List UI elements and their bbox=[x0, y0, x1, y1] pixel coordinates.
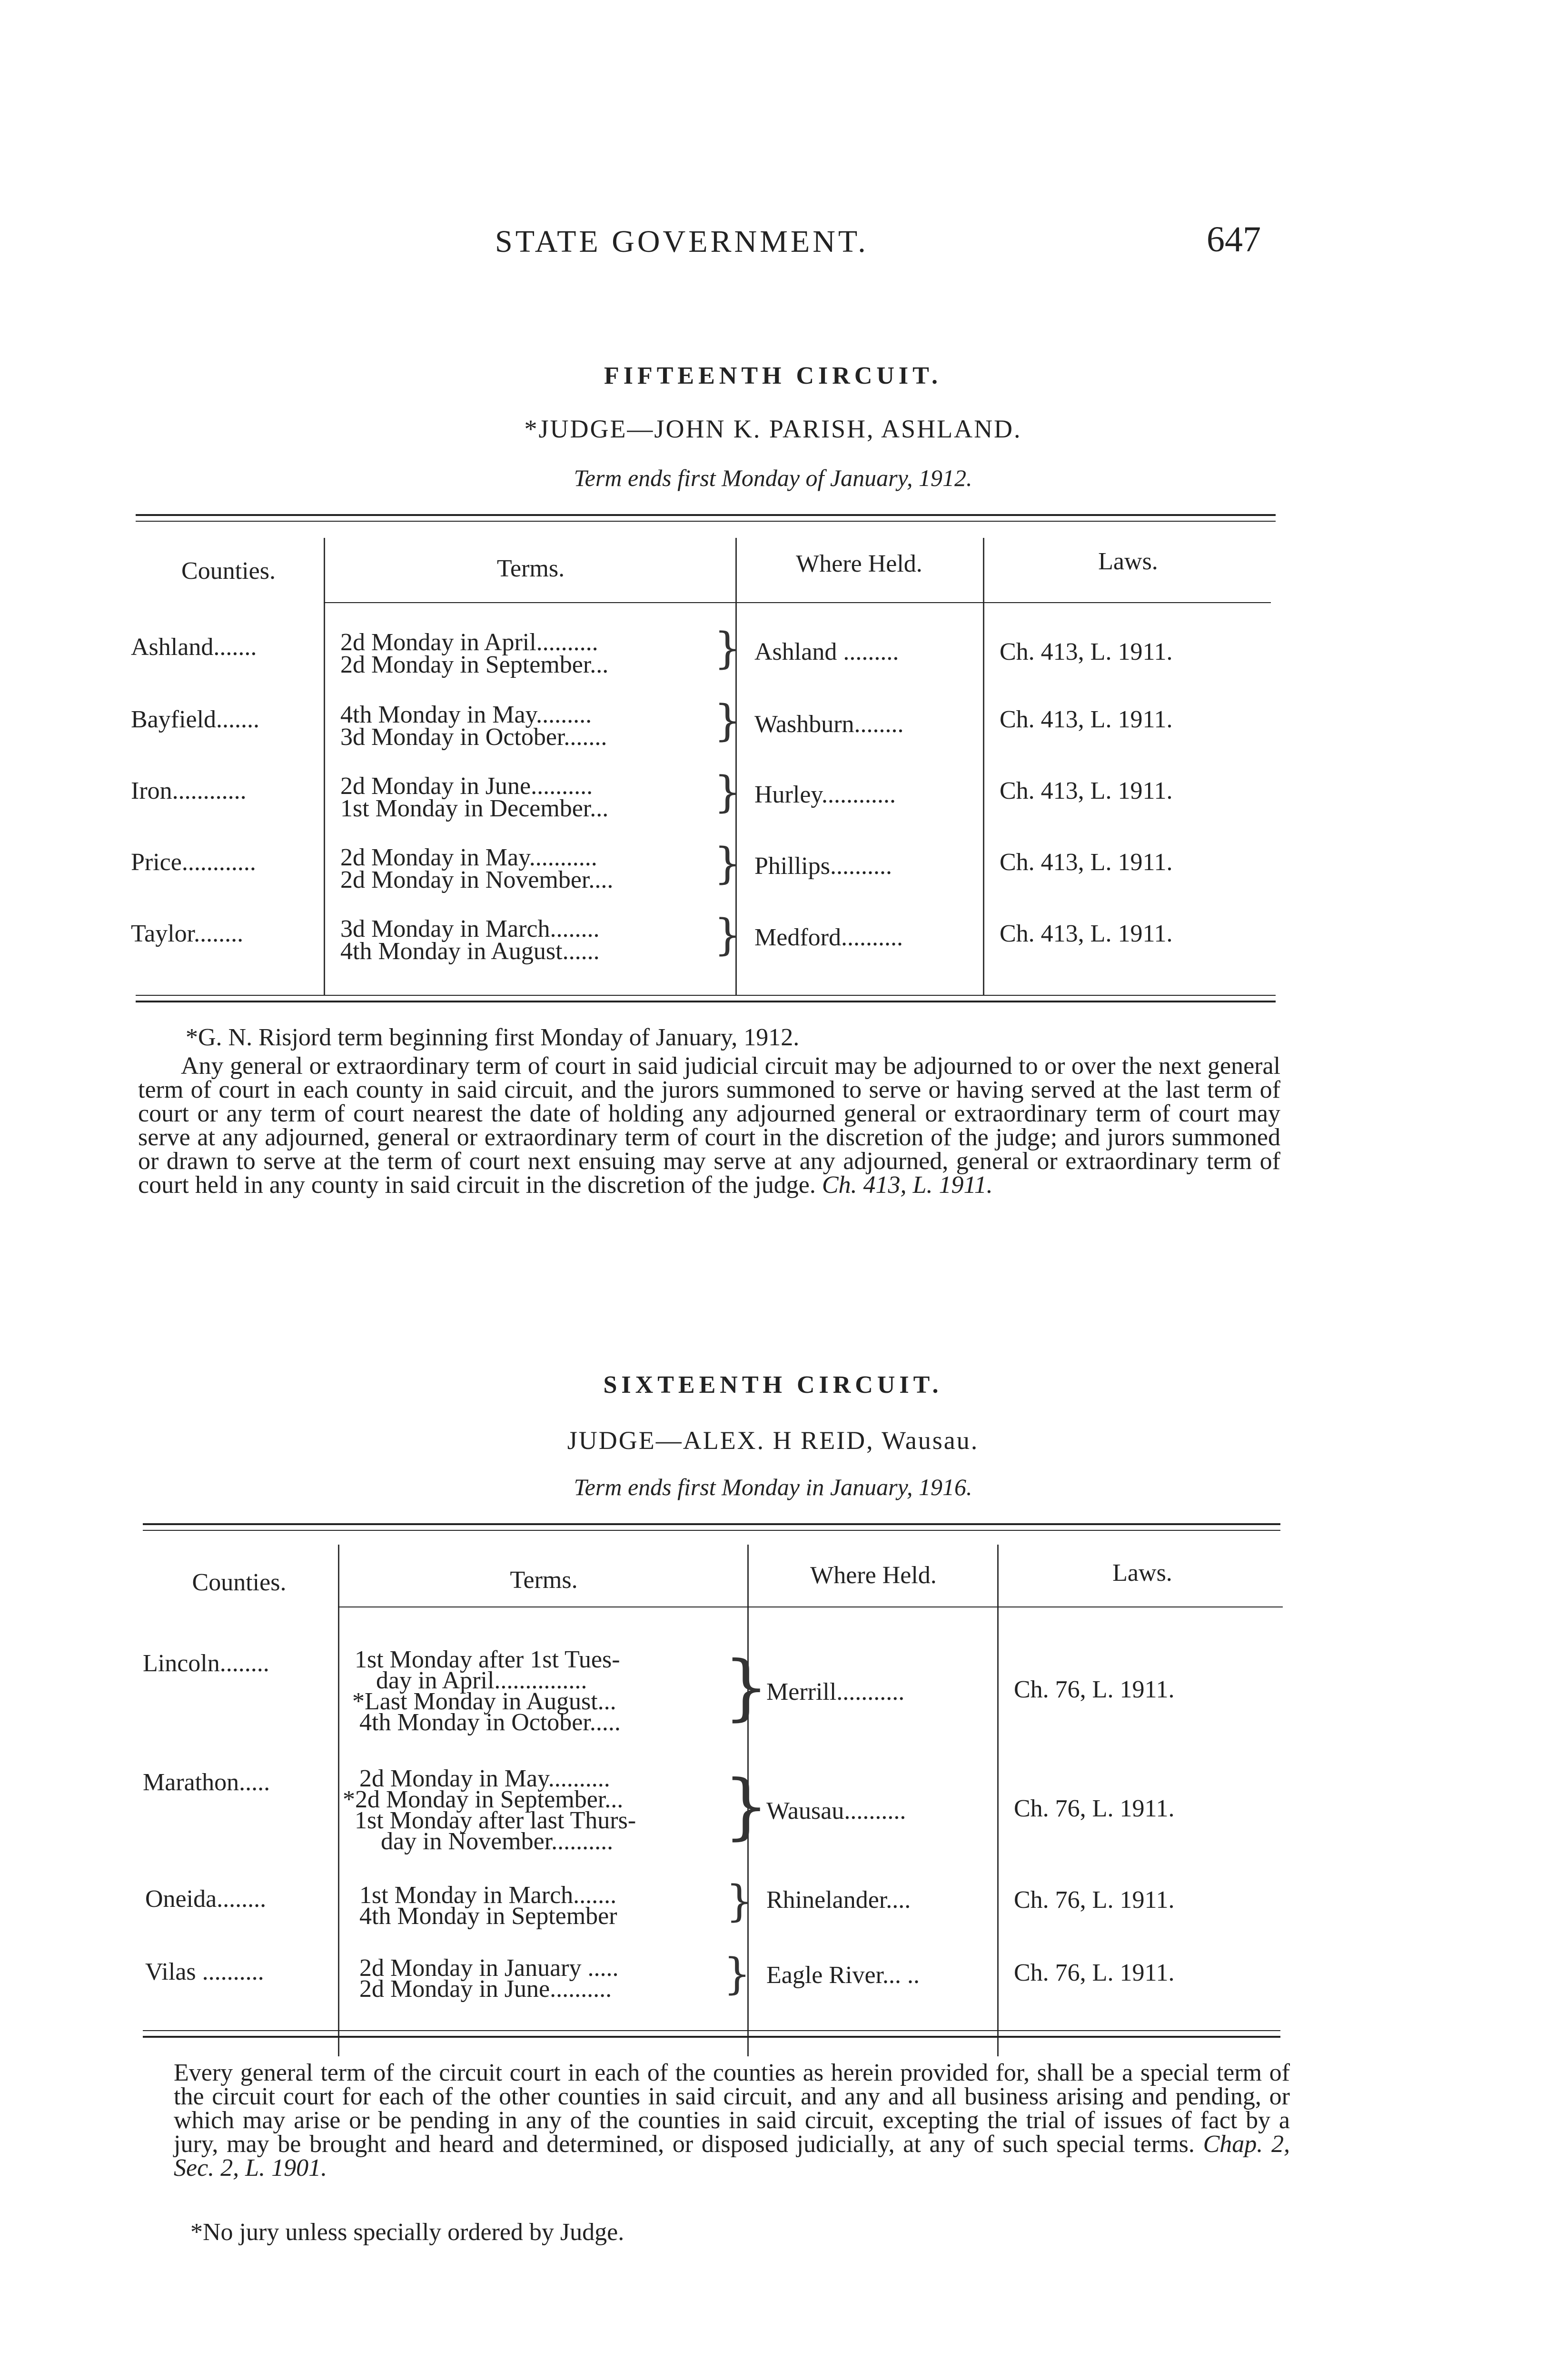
sixteenth-footnote: *No jury unless specially ordered by Judge. bbox=[190, 2219, 624, 2246]
county-cell: Ashland....... bbox=[131, 634, 257, 661]
table-bottom-rule bbox=[136, 1001, 1276, 1002]
running-head bbox=[0, 219, 1546, 262]
where-cell: Merrill........... bbox=[766, 1678, 905, 1706]
laws-cell: Ch. 76, L. 1911. bbox=[1014, 1676, 1175, 1703]
header-rule bbox=[338, 1606, 1283, 1607]
col-where-held: Where Held. bbox=[810, 1562, 937, 1589]
table-top-rule bbox=[136, 514, 1276, 516]
col-counties: Counties. bbox=[192, 1569, 287, 1596]
table-bottom-rule bbox=[143, 2036, 1280, 2038]
term-line: day in April............... bbox=[376, 1667, 587, 1694]
running-title: STATE GOVERNMENT. bbox=[495, 224, 869, 259]
sixteenth-judge: JUDGE—ALEX. H REID, Wausau. bbox=[567, 1426, 979, 1455]
term-line: 1st Monday in December... bbox=[340, 795, 609, 822]
term-line: 3d Monday in March........ bbox=[340, 915, 600, 942]
term-line: 1st Monday after last Thurs- bbox=[355, 1807, 636, 1834]
paragraph-text: Any general or extraordinary term of court in said judicial circuit may be adjourned to or over the next general term of court in each county in said circuit, and the jurors summoned to serve or having served at the last term of court or any term of court nearest the date of holding any adjourned general or extraordinary term of court may serve at any adjourned, general or extraordinary term of court in the discretion of the judge; and jurors summoned or drawn to serve at the term of court next ensuing may serve at any adjourned, general or extraordinary term of court held in any county in said circuit in the discretion of the judge. bbox=[138, 1052, 1280, 1199]
sixteenth-heading: SIXTEENTH CIRCUIT. bbox=[603, 1371, 943, 1398]
laws-cell: Ch. 413, L. 1911. bbox=[1000, 706, 1173, 733]
col-divider bbox=[983, 538, 984, 995]
brace: } bbox=[714, 839, 742, 889]
fifteenth-heading: FIFTEENTH CIRCUIT. bbox=[604, 362, 942, 389]
term-line: 4th Monday in September bbox=[359, 1903, 617, 1930]
laws-cell: Ch. 76, L. 1911. bbox=[1014, 1795, 1175, 1822]
term-line: 2d Monday in May.......... bbox=[359, 1765, 610, 1792]
sixteenth-paragraph bbox=[174, 2061, 1290, 2180]
term-line: 2d Monday in June.......... bbox=[359, 1975, 612, 2003]
term-line: 2d Monday in September... bbox=[340, 651, 609, 678]
county-cell: Marathon..... bbox=[143, 1769, 270, 1796]
page-number: 647 bbox=[1207, 219, 1261, 259]
paragraph-text: Every general term of the circuit court in each of the counties as herein provided for, shall be a special term of the circuit court for each of the other counties in said circuit, and any and all business arising and pending, or which may arise or be pending in any of the counties in said circuit, excepting the trial of issues of fact by a jury, may be brought and heard and determined, or disposed judicially, at any of such special terms. bbox=[174, 2059, 1290, 2158]
where-cell: Phillips.......... bbox=[754, 853, 892, 880]
where-cell: Washburn........ bbox=[754, 711, 904, 738]
county-cell: Bayfield....... bbox=[131, 706, 260, 733]
fifteenth-paragraph bbox=[138, 1054, 1280, 1197]
laws-cell: Ch. 76, L. 1911. bbox=[1014, 1959, 1175, 1986]
laws-cell: Ch. 413, L. 1911. bbox=[1000, 638, 1173, 665]
term-line: *2d Monday in September... bbox=[343, 1786, 624, 1813]
brace: } bbox=[714, 696, 742, 746]
county-cell: Iron............ bbox=[131, 777, 247, 804]
brace: } bbox=[714, 767, 742, 817]
term-line: day in November.......... bbox=[381, 1828, 614, 1855]
county-cell: Lincoln........ bbox=[143, 1650, 269, 1677]
col-laws: Laws. bbox=[1098, 548, 1158, 575]
paragraph-citation: Ch. 413, L. 1911. bbox=[822, 1171, 993, 1199]
county-cell: Taylor........ bbox=[131, 920, 244, 947]
county-cell: Vilas .......... bbox=[145, 1958, 264, 1985]
table-top-rule bbox=[143, 1523, 1280, 1525]
brace: } bbox=[723, 1765, 769, 1848]
term-line: 2d Monday in November.... bbox=[340, 866, 614, 893]
county-cell: Oneida........ bbox=[145, 1885, 267, 1913]
table-top-rule-thin bbox=[143, 1530, 1280, 1531]
col-divider bbox=[997, 1545, 999, 2056]
laws-cell: Ch. 413, L. 1911. bbox=[1000, 849, 1173, 876]
col-laws: Laws. bbox=[1112, 1559, 1172, 1587]
col-where-held: Where Held. bbox=[796, 550, 922, 577]
where-cell: Wausau.......... bbox=[766, 1797, 906, 1825]
table-bottom-rule-thin bbox=[143, 2030, 1280, 2031]
table-bottom-rule-thin bbox=[136, 995, 1276, 996]
term-line: 2d Monday in May........... bbox=[340, 844, 597, 871]
term-line: 4th Monday in October..... bbox=[359, 1709, 621, 1736]
where-cell: Ashland ......... bbox=[754, 638, 899, 665]
term-line: 1st Monday after 1st Tues- bbox=[355, 1646, 620, 1673]
where-cell: Rhinelander.... bbox=[766, 1886, 911, 1914]
brace: } bbox=[714, 910, 742, 960]
paragraph-citation: Chap. 2, Sec. 2, L. 1901. bbox=[174, 2131, 1290, 2182]
term-line: 4th Monday in May......... bbox=[340, 701, 592, 728]
term-line: 3d Monday in October....... bbox=[340, 724, 607, 751]
term-line: 4th Monday in August...... bbox=[340, 938, 600, 965]
where-cell: Hurley............ bbox=[754, 781, 896, 808]
table-top-rule-thin bbox=[136, 521, 1276, 522]
fifteenth-footnote: *G. N. Risjord term beginning first Monday of January, 1912. bbox=[186, 1024, 800, 1051]
fifteenth-term: Term ends first Monday of January, 1912. bbox=[574, 465, 972, 491]
term-line: 2d Monday in April.......... bbox=[340, 629, 598, 656]
laws-cell: Ch. 413, L. 1911. bbox=[1000, 777, 1173, 804]
term-line: 1st Monday in March....... bbox=[359, 1882, 617, 1909]
term-line: *Last Monday in August... bbox=[352, 1688, 616, 1715]
col-terms: Terms. bbox=[510, 1567, 578, 1594]
fifteenth-judge: *JUDGE—JOHN K. PARISH, ASHLAND. bbox=[524, 415, 1022, 443]
brace: } bbox=[714, 624, 742, 674]
laws-cell: Ch. 413, L. 1911. bbox=[1000, 920, 1173, 947]
where-cell: Eagle River... .. bbox=[766, 1962, 920, 1989]
brace: } bbox=[723, 1646, 769, 1729]
where-cell: Medford.......... bbox=[754, 924, 903, 951]
col-divider bbox=[324, 538, 325, 995]
header-rule bbox=[324, 602, 1271, 603]
term-line: 2d Monday in June.......... bbox=[340, 773, 593, 800]
col-divider bbox=[338, 1545, 339, 2056]
col-counties: Counties. bbox=[181, 557, 276, 585]
sixteenth-term: Term ends first Monday in January, 1916. bbox=[574, 1474, 972, 1500]
brace: } bbox=[726, 1876, 753, 1926]
brace: } bbox=[723, 1949, 751, 1999]
term-line: 2d Monday in January ..... bbox=[359, 1954, 619, 1982]
county-cell: Price............ bbox=[131, 849, 256, 876]
col-terms: Terms. bbox=[496, 555, 565, 582]
laws-cell: Ch. 76, L. 1911. bbox=[1014, 1886, 1175, 1914]
